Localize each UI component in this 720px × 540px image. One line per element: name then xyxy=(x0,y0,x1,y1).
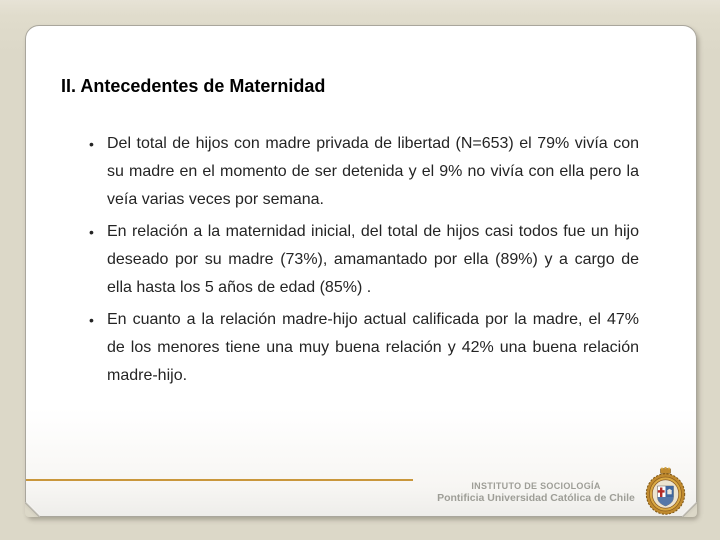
footer-attribution xyxy=(386,481,686,504)
bullet-text: En cuanto a la relación madre-hijo actual calificada por la madre, el 47% de los menores tiene una muy buena relación y 42% una buena relación madre-hijo. xyxy=(107,311,639,384)
slide-canvas xyxy=(25,25,697,517)
bullet-icon: • xyxy=(89,312,94,328)
bullet-list xyxy=(89,130,639,390)
bullet-item xyxy=(89,218,639,302)
corner-fold xyxy=(682,502,697,517)
footer-accent-rule xyxy=(26,479,413,481)
corner-fold xyxy=(25,502,40,517)
bullet-item xyxy=(89,306,639,390)
footer-institute: INSTITUTO DE SOCIOLOGÍA xyxy=(471,481,601,491)
bullet-icon: • xyxy=(89,224,94,240)
bullet-text: Del total de hijos con madre privada de libertad (N=653) el 79% vivía con su madre en el momento de ser detenida y el 9% no vivía con ella pero la veía varias veces por semana. xyxy=(107,135,639,208)
bullet-text: En relación a la maternidad inicial, del total de hijos casi todos fue un hijo deseado por su madre (73%), amamantado por ella (89%) y a cargo de ella hasta los 5 años de edad (85%) . xyxy=(107,223,639,296)
bullet-item xyxy=(89,130,639,214)
footer-university: Pontificia Universidad Católica de Chile xyxy=(437,492,635,504)
slide-body xyxy=(89,130,639,394)
university-seal-icon xyxy=(644,467,687,516)
bullet-icon: • xyxy=(89,136,94,152)
slide-title: II. Antecedentes de Maternidad xyxy=(61,76,326,96)
